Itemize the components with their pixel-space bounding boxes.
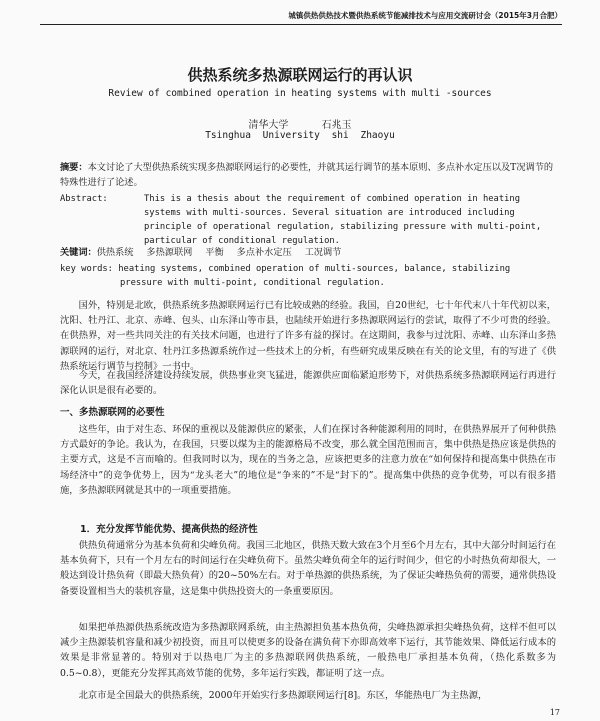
keywords-chinese xyxy=(60,246,556,260)
paragraph-subsection-1: 供热负荷通常分为基本负荷和尖峰负荷。我国三北地区，供热天数大致在3个月至6个月左右，其中大部分时间运行在基本负荷下，只有一个月左右的时间运行在尖峰负荷下。虽然尖峰负荷全年的运行时间少，但它的小时热负荷却很大，一般达到设计热负荷（即最大热负荷）的20~50%左右。对于单热源的供热系统，为了保证尖峰热负荷的需要，通常供热设备要设置相当大的装机容量，这是集中供热投资大的一条重要原因。 xyxy=(60,540,556,597)
keywords-label-english: key words: xyxy=(60,264,113,274)
keywords-label: 关键词： xyxy=(60,247,97,258)
abstract-text: 本文讨论了大型供热系统实现多热源联网运行的必要性，并就其运行调节的基本原则、多点补水定压以及Т况调节的特殊性进行了论述。 xyxy=(60,162,554,188)
paragraph-intro: 国外，特别是北欧，供热系统多热源联网运行已有比较成熟的经验。我国，自20世纪，七十年代末八十年代初以来，沈阳、牡丹江、北京、赤峰、包头、山东泽山等市县，也陆续开始进行多热源联网运行的尝试，取得了不少可贵的经验。在供热界，对一些共同关注的有关技术问题，也进行了许多有益的探讨。在这期间，我参与过沈阳、赤峰、山东泽山多热源联网的运行，对北京、牡丹江多热源系统作过一些技术上的分析，有些研究成果反映在有关的论文里，有的写进了《供热系统运行调节与控制》一书中。 xyxy=(60,300,556,372)
subsection-heading: 1．充分发挥节能优势、提高供热的经济性 xyxy=(80,524,258,535)
author-line: 清华大学 石兆玉 xyxy=(248,120,352,131)
abstract-text-english: This is a thesis about the requirement of combined operation in heating systems with multi-sources. Several situation are introduced including principle of operational regulation, stabilizing pressure with multi-point, particular of conditional regulation. xyxy=(144,194,542,246)
paragraph-subsection-2: 如果把单热源供热系统改造为多热源联网系统，由主热源担负基本热负荷，尖峰热源承担尖峰热负荷，这样不但可以减少主热源装机容量和减少初投资，而且可以使更多的设备在满负荷下亦即高效率下运行，其节能效果、降低运行成本的效果是非常显著的。特别对于以热电厂为主的多热源联网供热系统，一般热电厂承担基本负荷，（热化系数多为0.5~0.8），更能充分发挥其高效节能的优势，多年运行实践，都证明了这一点。 xyxy=(60,622,556,679)
keywords-text-english-2: pressure with multi-point, conditional regulation. xyxy=(120,278,385,288)
paper-title-english: Review of combined operation in heating systems with multi -sources xyxy=(108,88,492,99)
paragraph-subsection-3: 北京市是全国最大的供热系统，2000年开始实行多热源联网运行[8]。东区，华能热电厂为主热源， xyxy=(78,690,488,701)
running-header: 城镇供热供热技术暨供热系统节能减排技术与应用交流研讨会（2015年3月合肥） xyxy=(40,10,562,25)
keywords-text-english-1: heating systems, combined operation of multi-sources, balance, stabilizing xyxy=(118,264,511,274)
page-number: 17 xyxy=(549,708,560,717)
section-heading: 一、多热源联网的必要性 xyxy=(60,407,165,418)
author-line-english: Tsinghua University shi Zhaoyu xyxy=(205,130,395,141)
paper-title: 供热系统多热源联网运行的再认识 xyxy=(187,66,413,84)
abstract-label-english: Abstract: xyxy=(60,194,108,204)
paragraph-section-1: 这些年，由于对生态、环保的重视以及能源供应的紧张，人们在探讨各种能源利用的同时，在供热界展开了何种供热方式最好的争论。我认为，在我国，只要以煤为主的能源格局不改变，那么就全国范围而言，集中供热是热应该是供热的主要方式，这是不言而喻的。但我同时以为，现在的当务之急，应该把更多的注意力放在“如何保持和提高集中供热在市场经济中”的竞争优势上，因为“龙头老大”的地位是“争来的”不是“封下的”。提高集中供热的竞争优势，可以有很多措施，多热源联网就是其中的一项重要措施。 xyxy=(60,424,556,496)
abstract-chinese xyxy=(60,160,556,190)
keywords-text: 供热系统 多热源联网 平衡 多点补水定压 工况调节 xyxy=(96,247,342,258)
abstract-label: 摘要： xyxy=(60,162,88,173)
abstract-english xyxy=(60,192,556,248)
keywords-english xyxy=(60,262,556,290)
paragraph-intro-2: 今天，在我国经济建设持续发展，供热事业突飞猛进，能源供应面临紧迫形势下，对供热系统多热源联网运行再进行深化认识是很有必要的。 xyxy=(60,370,556,397)
